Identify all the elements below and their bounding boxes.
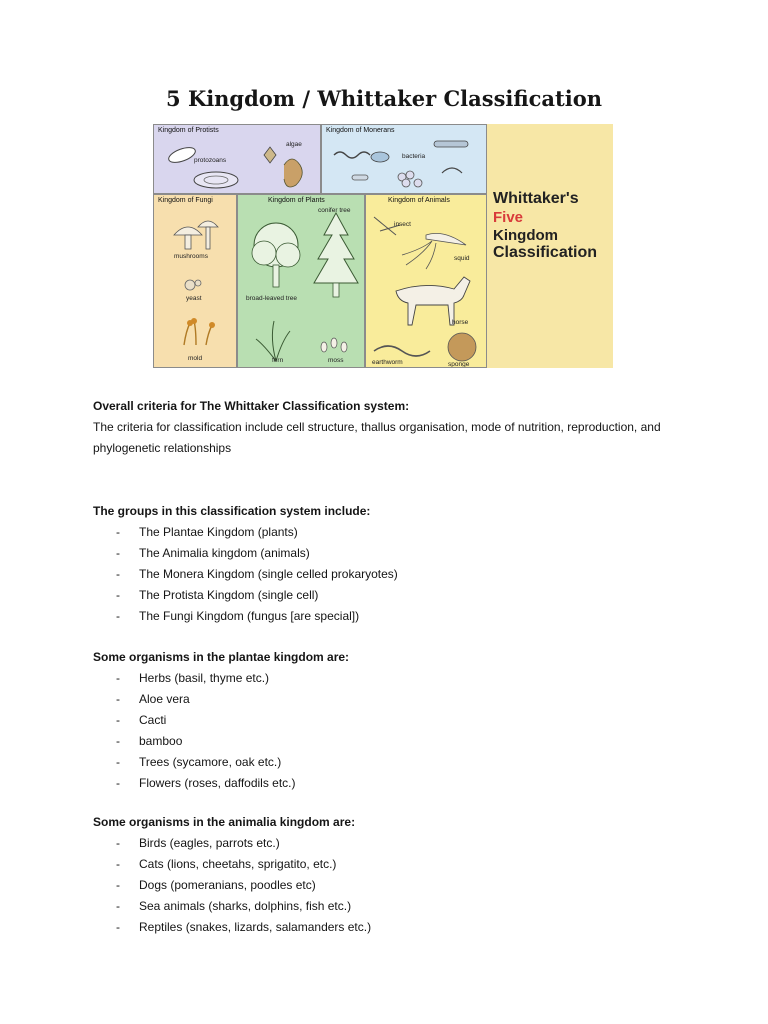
panel-title-fungi: Kingdom of Fungi [158,197,213,204]
panel-fungi [153,194,237,368]
bullet-dash: - [116,567,120,581]
label-mold: mold [188,355,203,362]
list-item [93,854,693,875]
list-item-text: bamboo [139,734,183,748]
bullet-dash: - [116,671,120,685]
label-moss: moss [328,357,344,364]
list-item-text: The Fungi Kingdom (fungus [are special]) [139,609,360,623]
list-item-text: Cats (lions, cheetahs, sprigatito, etc.) [139,857,337,871]
panel-protists [153,124,321,194]
list-item-text: Sea animals (sharks, dolphins, fish etc.) [139,899,352,913]
caption-line-2: Five [493,208,524,226]
list-item [93,543,693,564]
figure-caption [493,190,597,263]
plantae-heading: Some organisms in the plantae kingdom are: [93,650,350,664]
label-protozoans: protozoans [194,157,227,164]
bullet-dash: - [116,857,120,871]
bullet-dash: - [116,588,120,602]
list-item [93,564,693,585]
list-item-text: The Plantae Kingdom (plants) [139,525,298,539]
fungi-illustration [154,195,237,368]
list-item [93,710,693,731]
plants-illustration [238,195,365,368]
label-fern: fern [272,357,284,364]
list-item-text: The Animalia kingdom (animals) [139,546,310,560]
list-item-text: Herbs (basil, thyme etc.) [139,671,270,685]
list-item-text: Cacti [139,713,167,727]
bullet-dash: - [116,546,120,560]
criteria-text: The criteria for classification include cell structure, thallus organisation, mode of nutrition, reproduction, and phylogenetic relationships [93,420,661,455]
list-item-text: Trees (sycamore, oak etc.) [139,755,282,769]
list-item [93,917,693,938]
list-item-text: The Protista Kingdom (single cell) [139,588,319,602]
document-body [93,396,693,938]
panel-animals [365,194,487,368]
label-sponge: sponge [448,361,470,368]
bullet-dash: - [116,525,120,539]
panel-title-animals: Kingdom of Animals [388,197,450,204]
bullet-dash: - [116,734,120,748]
list-item [93,522,693,543]
list-item [93,689,693,710]
page-title: 5 Kingdom / Whittaker Classification [166,86,602,111]
label-algae: algae [286,141,302,148]
list-item [93,606,693,627]
list-item [93,668,693,689]
label-bacteria: bacteria [402,153,426,160]
animalia-list [93,833,693,938]
label-squid: squid [454,255,470,262]
animals-illustration [366,195,487,368]
list-item [93,896,693,917]
five-kingdom-figure [153,124,613,368]
bullet-dash: - [116,755,120,769]
list-item-text: The Monera Kingdom (single celled prokaryotes) [139,567,398,581]
label-earthworm: earthworm [372,359,403,366]
list-item-text: Aloe vera [139,692,190,706]
animalia-heading: Some organisms in the animalia kingdom are: [93,815,356,829]
list-item [93,585,693,606]
bullet-dash: - [116,713,120,727]
list-item [93,752,693,773]
groups-list [93,522,693,627]
list-item [93,731,693,752]
plantae-list [93,668,693,794]
label-horse: horse [452,319,469,326]
list-item [93,875,693,896]
label-broad-leaved-tree: broad-leaved tree [246,295,297,302]
bullet-dash: - [116,692,120,706]
panel-monerans [321,124,487,194]
panel-title-protists: Kingdom of Protists [158,127,219,134]
list-item-text: Reptiles (snakes, lizards, salamanders etc.) [139,920,372,934]
bullet-dash: - [116,878,120,892]
groups-heading: The groups in this classification system include: [93,504,371,518]
bullet-dash: - [116,836,120,850]
label-conifer-tree: conifer tree [318,207,351,214]
bullet-dash: - [116,609,120,623]
protists-illustration [154,125,321,194]
list-item-text: Dogs (pomeranians, poodles etc) [139,878,316,892]
panel-plants [237,194,365,368]
caption-line-1: Whittaker's [493,190,579,207]
caption-line-3: Kingdom [493,226,558,244]
panel-title-monerans: Kingdom of Monerans [326,127,395,134]
bullet-dash: - [116,899,120,913]
bullet-dash: - [116,920,120,934]
label-insect: insect [394,221,411,228]
label-mushrooms: mushrooms [174,253,208,260]
list-item-text: Birds (eagles, parrots etc.) [139,836,280,850]
label-yeast: yeast [186,295,202,302]
bullet-dash: - [116,776,120,790]
criteria-heading: Overall criteria for The Whittaker Classification system: [93,399,410,413]
list-item [93,773,693,794]
caption-line-4: Classification [493,244,598,262]
panel-title-plants: Kingdom of Plants [268,197,325,204]
list-item [93,833,693,854]
list-item-text: Flowers (roses, daffodils etc.) [139,776,296,790]
